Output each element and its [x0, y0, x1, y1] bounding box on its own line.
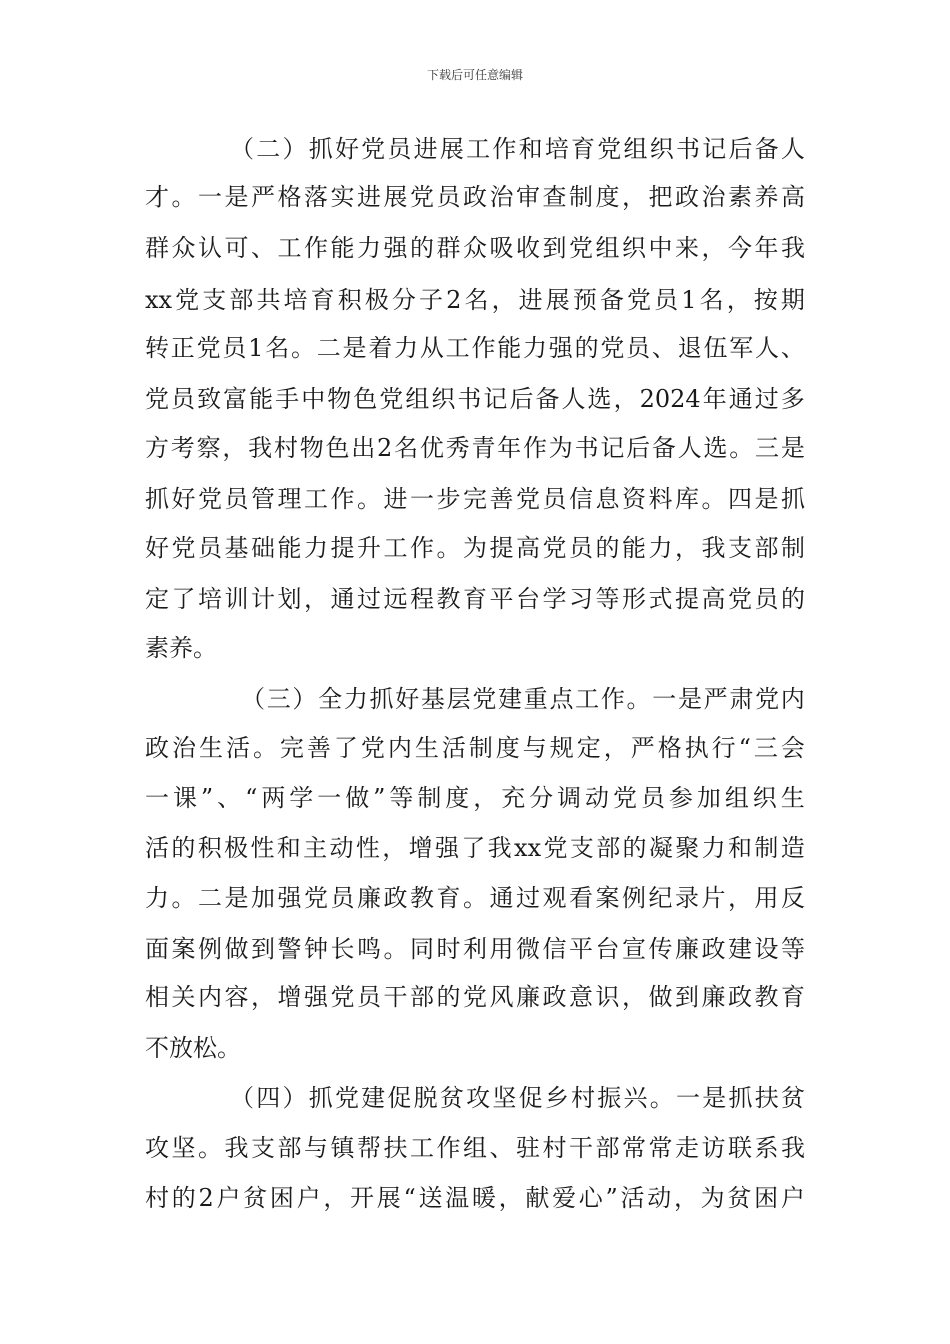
text-line: 一 课 ” 、 “ 两 学 一 做 ” 等 制 度 ， 充 分 调 动 党 员 参 加 组 织 生: [145, 784, 805, 812]
text-line: 转 正 党 员 1 名 。 二 是 着 力 从 工 作 能 力 强 的 党 员 、 退 伍 军 人 、: [145, 334, 805, 362]
text-line: 政 治 生 活 。 完 善 了 党 内 生 活 制 度 与 规 定 ， 严 格 执 行 “ 三 会: [145, 734, 805, 762]
text-line: 攻 坚 。 我 支 部 与 镇 帮 扶 工 作 组 、 驻 村 干 部 常 常 走 访 联 系 我: [145, 1134, 805, 1162]
text-line: 方 考 察 ， 我 村 物 色 出 2 名 优 秀 青 年 作 为 书 记 后 备 人 选 。 三 是: [145, 434, 805, 462]
text-line: 力 。 二 是 加 强 党 员 廉 政 教 育 。 通 过 观 看 案 例 纪 录 片 ， 用 反: [145, 884, 805, 912]
text-line: （ 三 ） 全 力 抓 好 基 层 党 建 重 点 工 作 。 一 是 严 肃 党 内: [241, 685, 805, 713]
text-line: 不放松。: [145, 1034, 241, 1062]
text-line: 才 。 一 是 严 格 落 实 进 展 党 员 政 治 审 查 制 度 ， 把 政 治 素 养 高: [145, 183, 805, 211]
text-line: xx 党 支 部 共 培 育 积 极 分 子 2 名 ， 进 展 预 备 党 员 1 名 ， 按 期: [145, 286, 805, 314]
text-line: 村 的 2 户 贫 困 户 ， 开 展 “ 送 温 暖 ， 献 爱 心 ” 活 动 ， 为 贫 困 户: [145, 1184, 805, 1212]
page-header-note: 下载后可任意编辑: [426, 68, 523, 82]
text-line: （ 四 ） 抓 党 建 促 脱 贫 攻 坚 促 乡 村 振 兴 。 一 是 抓 扶 贫: [230, 1084, 805, 1112]
text-line: 党 员 致 富 能 手 中 物 色 党 组 织 书 记 后 备 人 选 ， 2024 年 通 过 多: [145, 385, 805, 413]
text-line: 定 了 培 训 计 划 ， 通 过 远 程 教 育 平 台 学 习 等 形 式 提 高 党 员 的: [145, 585, 805, 613]
text-line: 活 的 积 极 性 和 主 动 性 ， 增 强 了 我 xx 党 支 部 的 凝 聚 力 和 制 造: [145, 834, 805, 862]
text-line: 面 案 例 做 到 警 钟 长 鸣 。 同 时 利 用 微 信 平 台 宣 传 廉 政 建 设 等: [145, 935, 805, 963]
text-line: 素养。: [145, 634, 217, 662]
text-line: （ 二 ） 抓 好 党 员 进 展 工 作 和 培 育 党 组 织 书 记 后 备 人: [230, 135, 805, 163]
text-line: 群 众 认 可 、 工 作 能 力 强 的 群 众 吸 收 到 党 组 织 中 来 ， 今 年 我: [145, 234, 805, 262]
text-line: 抓 好 党 员 管 理 工 作 。 进 一 步 完 善 党 员 信 息 资 料 库 。 四 是 抓: [145, 485, 805, 513]
text-line: 相 关 内 容 ， 增 强 党 员 干 部 的 党 风 廉 政 意 识 ， 做 到 廉 政 教 育: [145, 983, 805, 1011]
text-line: 好 党 员 基 础 能 力 提 升 工 作 。 为 提 高 党 员 的 能 力 ， 我 支 部 制: [145, 534, 805, 562]
